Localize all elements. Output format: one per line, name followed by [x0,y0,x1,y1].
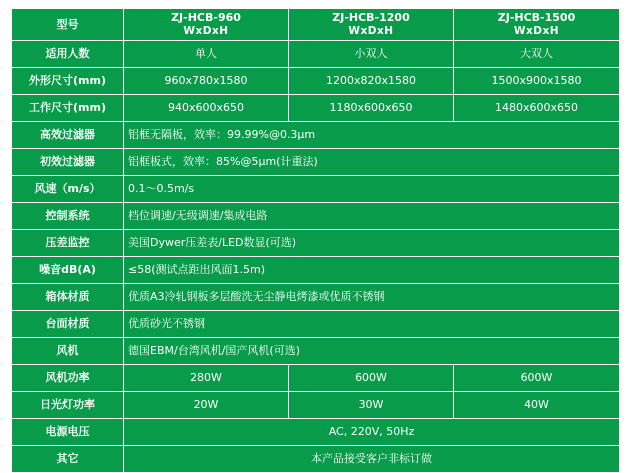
row-label: 日光灯功率 [12,391,124,418]
row-value: 铝框无隔板，效率：99.99%@0.3μm [124,121,620,148]
table-row [12,337,620,364]
header-model-label: 型号 [12,9,124,41]
row-value: 1180x600x650 [289,94,454,121]
row-label: 箱体材质 [12,283,124,310]
table-row [12,148,620,175]
row-value: AC, 220V, 50Hz [124,418,620,445]
table-header-row [12,9,620,41]
row-value: 德国EBM/台湾风机/国产风机(可选) [124,337,620,364]
row-value: 600W [454,364,620,391]
row-value: 单人 [124,40,289,67]
row-value: 铝框板式，效率：85%@5μm(计重法) [124,148,620,175]
row-label: 适用人数 [12,40,124,67]
row-label: 风速（m/s） [12,175,124,202]
row-value: 优质砂光不锈钢 [124,310,620,337]
row-value: 1200x820x1580 [289,67,454,94]
row-value: 1480x600x650 [454,94,620,121]
header-model-3 [454,9,620,41]
row-value: 大双人 [454,40,620,67]
header-model-1 [124,9,289,41]
row-label: 初效过滤器 [12,148,124,175]
row-label: 风机 [12,337,124,364]
row-value: 美国Dywer压差表/LED数显(可选) [124,229,620,256]
row-value: 小双人 [289,40,454,67]
row-value: 960x780x1580 [124,67,289,94]
row-value: 940x600x650 [124,94,289,121]
table-row [12,310,620,337]
table-row [12,229,620,256]
header-model-2-dims: WxDxH [348,24,394,37]
row-value: 30W [289,391,454,418]
specification-table [11,8,620,473]
table-row [12,121,620,148]
header-model-2-name: ZJ-HCB-1200 [332,11,410,24]
row-label: 其它 [12,445,124,472]
row-value: 600W [289,364,454,391]
row-value: 0.1～0.5m/s [124,175,620,202]
header-model-3-dims: WxDxH [513,24,560,37]
table-row [12,445,620,472]
header-model-2 [289,9,454,41]
row-value: 1500x900x1580 [454,67,620,94]
row-value: 20W [124,391,289,418]
row-label: 高效过滤器 [12,121,124,148]
row-value: 40W [454,391,620,418]
row-label: 工作尺寸(mm) [12,94,124,121]
row-value: 本产品接受客户非标订做 [124,445,620,472]
table-row [12,283,620,310]
row-value: 优质A3冷轧钢板多层酸洗无尘静电烤漆或优质不锈钢 [124,283,620,310]
table-row [12,40,620,67]
row-label: 风机功率 [12,364,124,391]
header-model-1-dims: WxDxH [183,24,229,37]
row-label: 压差监控 [12,229,124,256]
row-label: 控制系统 [12,202,124,229]
row-label: 噪音dB(A) [12,256,124,283]
table-row [12,418,620,445]
table-row [12,67,620,94]
table-body [12,9,620,473]
table-row [12,391,620,418]
table-row [12,364,620,391]
table-row [12,256,620,283]
row-label: 台面材质 [12,310,124,337]
row-value: 280W [124,364,289,391]
row-label: 外形尺寸(mm) [12,67,124,94]
header-model-3-name: ZJ-HCB-1500 [497,11,576,24]
row-label: 电源电压 [12,418,124,445]
table-row [12,175,620,202]
table-row [12,202,620,229]
header-model-1-name: ZJ-HCB-960 [171,11,241,24]
row-value: ≤58(测试点距出风面1.5m) [124,256,620,283]
row-value: 档位调速/无级调速/集成电路 [124,202,620,229]
table-row [12,94,620,121]
